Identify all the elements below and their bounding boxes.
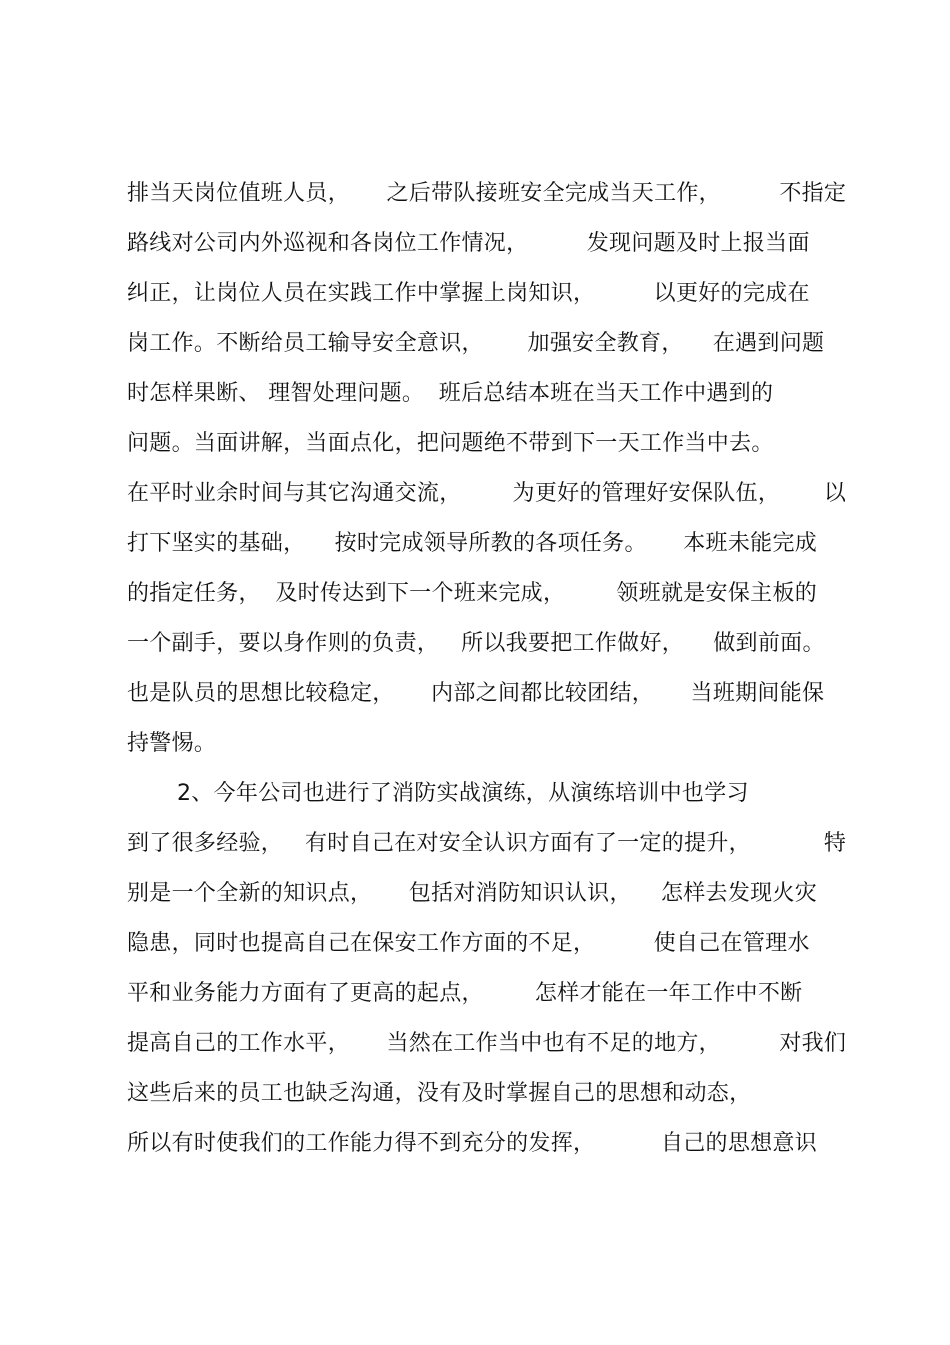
text-line: 所以有时使我们的工作能力得不到充分的发挥， 自己的思想意识 [127,1131,818,1156]
text-line: 路线对公司内外巡视和各岗位工作情况， 发现问题及时上报当面 [127,231,810,256]
text-line: 的指定任务， 及时传达到下一个班来完成， 领班就是安保主板的 [127,581,818,606]
text-line: 在平时业余时间与其它沟通交流， 为更好的管理好安保队伍， 以 [127,481,847,506]
text-line-indented: 2、今年公司也进行了消防实战演练，从演练培训中也学习 [177,781,749,806]
text-line: 平和业务能力方面有了更高的起点， 怎样才能在一年工作中不断 [127,981,803,1006]
text-line: 持警惕。 [127,731,217,756]
text-line: 问题。当面讲解，当面点化，把问题绝不带到下一天工作当中去。 [127,431,774,456]
text-line: 打下坚实的基础， 按时完成领导所教的各项任务。 本班未能完成 [127,531,818,556]
text-line: 提高自己的工作水平， 当然在工作当中也有不足的地方， 对我们 [127,1031,847,1056]
text-line: 纠正，让岗位人员在实践工作中掌握上岗知识， 以更好的完成在 [127,281,810,306]
text-line: 岗工作。不断给员工输导安全意识， 加强安全教育， 在遇到问题 [127,331,825,356]
text-line: 到了很多经验， 有时自己在对安全认识方面有了一定的提升， 特 [127,831,847,856]
text-line: 别是一个全新的知识点， 包括对消防知识认识， 怎样去发现火灾 [127,881,818,906]
text-line: 这些后来的员工也缺乏沟通，没有及时掌握自己的思想和动态， [127,1081,752,1106]
text-line: 排当天岗位值班人员， 之后带队接班安全完成当天工作， 不指定 [127,181,847,206]
text-line: 一个副手，要以身作则的负责， 所以我要把工作做好， 做到前面。 [127,631,825,656]
text-line: 隐患，同时也提高自己在保安工作方面的不足， 使自己在管理水 [127,931,810,956]
text-line: 时怎样果断、 理智处理问题。 班后总结本班在当天工作中遇到的 [127,381,774,406]
text-line: 也是队员的思想比较稳定， 内部之间都比较团结， 当班期间能保 [127,681,825,706]
